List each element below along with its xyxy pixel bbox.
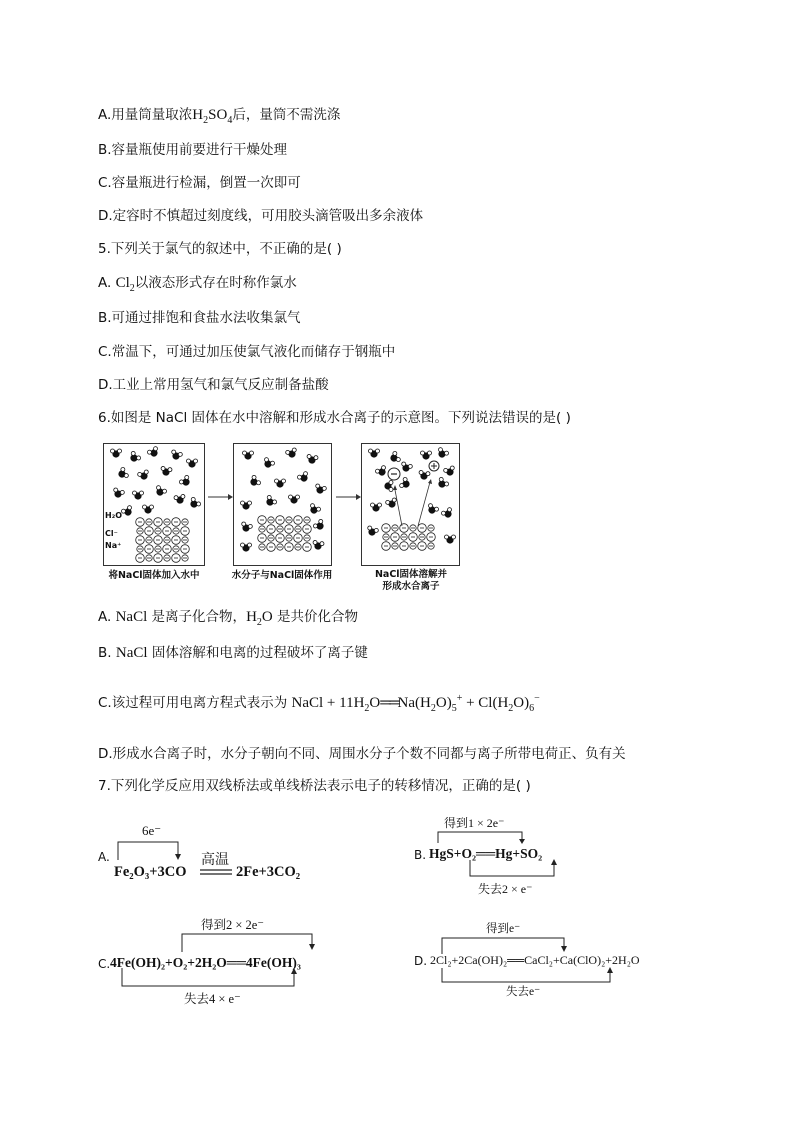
water-molecule [313, 519, 327, 533]
q7-a-electron-label: 6e⁻ [142, 823, 162, 838]
water-molecule [174, 494, 186, 504]
water-molecule [399, 477, 412, 491]
q6-option-c: C.该过程可用电离方程式表示为 NaCl + $11H_2O══Na(H_2O)_5^+ + Cl(H_2O)_6^-$ [98, 693, 540, 714]
panel-2 [233, 443, 332, 566]
water-molecule [133, 491, 144, 500]
q4-option-a: A.用量筒量取浓$H_2SO_4$后，量筒不需洗涤 [98, 107, 341, 126]
q7-b-loss-label: 失去2 × e⁻ [478, 882, 533, 896]
water-molecule [366, 525, 379, 537]
water-molecule [187, 459, 198, 468]
q7-a-bridge [116, 838, 186, 862]
water-molecule [375, 465, 389, 478]
q7-option-d [414, 918, 684, 1003]
panel-2-svg [234, 444, 331, 565]
water-molecule [243, 451, 254, 460]
water-molecule [285, 447, 298, 459]
label-na: Na⁺ [105, 541, 122, 550]
water-molecule [127, 451, 141, 465]
label-h2o: H₂O [105, 511, 122, 520]
q7-a-products: 2Fe+3CO₂ [236, 864, 301, 880]
water-molecule [248, 475, 262, 489]
water-molecule [241, 543, 252, 552]
q4-option-d: D.定容时不慎超过刻度线，可用胶头滴管吸出多余液体 [98, 208, 424, 224]
q7-option-c [98, 912, 358, 1007]
q7-b-letter: B. [414, 848, 427, 862]
q7-a-equals [200, 868, 234, 876]
q7-option-b [414, 812, 614, 897]
q5-option-a: A. $Cl_2$以液态形式存在时称作氯水 [98, 275, 297, 294]
water-molecule [261, 457, 275, 470]
water-molecule [143, 505, 154, 514]
q5-option-b: B.可通过排饱和食盐水法收集氯气 [98, 310, 301, 326]
q4-a-formula: $H_2SO_4$ [192, 107, 233, 126]
water-molecule [121, 505, 135, 518]
q6-option-d: D.形成水合离子时，水分子朝向不同、周围水分子个数不同都与离子所带电荷正、负有关 [98, 746, 626, 762]
water-molecule [384, 481, 393, 492]
nacl-dissolution-figure [100, 440, 460, 590]
q6-option-b: B. NaCl 固体溶解和电离的过程破坏了离子键 [98, 645, 368, 661]
ionization-equation: NaCl + $11H_2O══Na(H_2O)_5^+ + Cl(H_2O)_6^-$ [291, 693, 540, 714]
water-molecule [111, 449, 122, 458]
water-molecule [112, 487, 125, 499]
q5-option-c: C.常温下，可通过加压使氯气液化而储存于钢瓶中 [98, 344, 396, 360]
water-molecule [435, 447, 449, 460]
water-molecule [297, 471, 311, 484]
q7-a-letter: A. [98, 850, 110, 864]
water-molecule [445, 535, 456, 544]
q7-c-letter: C. [98, 957, 111, 971]
water-molecule [275, 479, 286, 488]
q7-d-loss-label: 失去e⁻ [506, 986, 541, 998]
water-molecule [170, 449, 183, 461]
water-molecule [421, 451, 432, 460]
arrow-1-icon [206, 492, 234, 502]
water-molecule [179, 475, 193, 489]
water-molecule [441, 507, 455, 520]
q5-a-formula: $Cl_2$ [115, 275, 135, 294]
water-molecule [241, 501, 252, 510]
water-molecule [137, 469, 150, 481]
water-molecule [240, 521, 253, 533]
water-molecule [388, 451, 401, 465]
water-molecule [418, 470, 430, 480]
panel-3 [361, 443, 460, 566]
label-cl: Cl⁻ [105, 529, 118, 538]
water-molecule [147, 446, 161, 459]
q7-b-equation: HgS+O₂══Hg+SO₂ [429, 846, 543, 861]
panel-3-caption-line2: 形成水合离子 [382, 581, 440, 592]
q7-d-equation: 2Cl₂+2Ca(OH)₂══CaCl₂+Ca(ClO)₂+2H₂O [430, 953, 640, 967]
q7-option-a [98, 820, 328, 890]
q7-c-loss-label: 失去4 × e⁻ [184, 992, 241, 1006]
water-molecule [187, 497, 201, 511]
water-molecule [263, 495, 277, 509]
q7-d-gain-label: 得到e⁻ [486, 923, 521, 935]
water-molecule [371, 503, 382, 512]
q7-b-gain-label: 得到1 × 2e⁻ [444, 816, 505, 830]
panel-3-svg [362, 444, 459, 565]
water-molecule [160, 466, 172, 476]
q7-stem: 7.下列化学反应用双线桥法或单线桥法表示电子的转移情况，正确的是( ) [98, 778, 531, 794]
q6-option-a: A. NaCl 是离子化合物，$H_2O$ 是共价化合物 [98, 609, 359, 628]
water-molecule [443, 465, 456, 477]
water-molecule [435, 477, 449, 491]
water-molecule [369, 449, 380, 458]
q7-c-gain-label: 得到2 × 2e⁻ [201, 918, 264, 932]
water-molecule [312, 540, 324, 550]
water-molecule [289, 495, 300, 504]
water-molecule [425, 503, 439, 516]
water-molecule [314, 483, 327, 495]
q5-stem: 5.下列关于氯气的叙述中，不正确的是( ) [98, 241, 342, 257]
arrow-2-icon [334, 492, 362, 502]
q4-option-b: B.容量瓶使用前要进行干燥处理 [98, 142, 288, 158]
q4-option-c: C.容量瓶进行检漏，倒置一次即可 [98, 175, 301, 191]
panel-3-caption-line1: NaCl固体溶解并 [374, 569, 448, 580]
panel-2-caption: 水分子与NaCl固体作用 [231, 570, 333, 581]
q7-a-condition: 高温 [201, 852, 229, 868]
q4-a-text: A.用量筒量取浓 [98, 107, 193, 123]
q7-a-reactants: Fe₂O₃+3CO [114, 864, 187, 880]
water-molecule [116, 467, 129, 481]
panel-1-caption: 将NaCl固体加入水中 [108, 570, 200, 581]
q6-stem: 6.如图是 NaCl 固体在水中溶解和形成水合离子的示意图。下列说法错误的是( ) [98, 410, 571, 426]
water-molecule [307, 503, 321, 516]
q7-d-letter: D. [414, 954, 428, 968]
q7-c-equation: 4Fe(OH)₂+O₂+2H₂O══4Fe(OH)₃ [110, 955, 301, 970]
water-molecule [306, 454, 318, 464]
water-molecule [153, 485, 167, 498]
q5-option-d: D.工业上常用氢气和氯气反应制备盐酸 [98, 377, 329, 393]
water-molecule [400, 461, 413, 473]
